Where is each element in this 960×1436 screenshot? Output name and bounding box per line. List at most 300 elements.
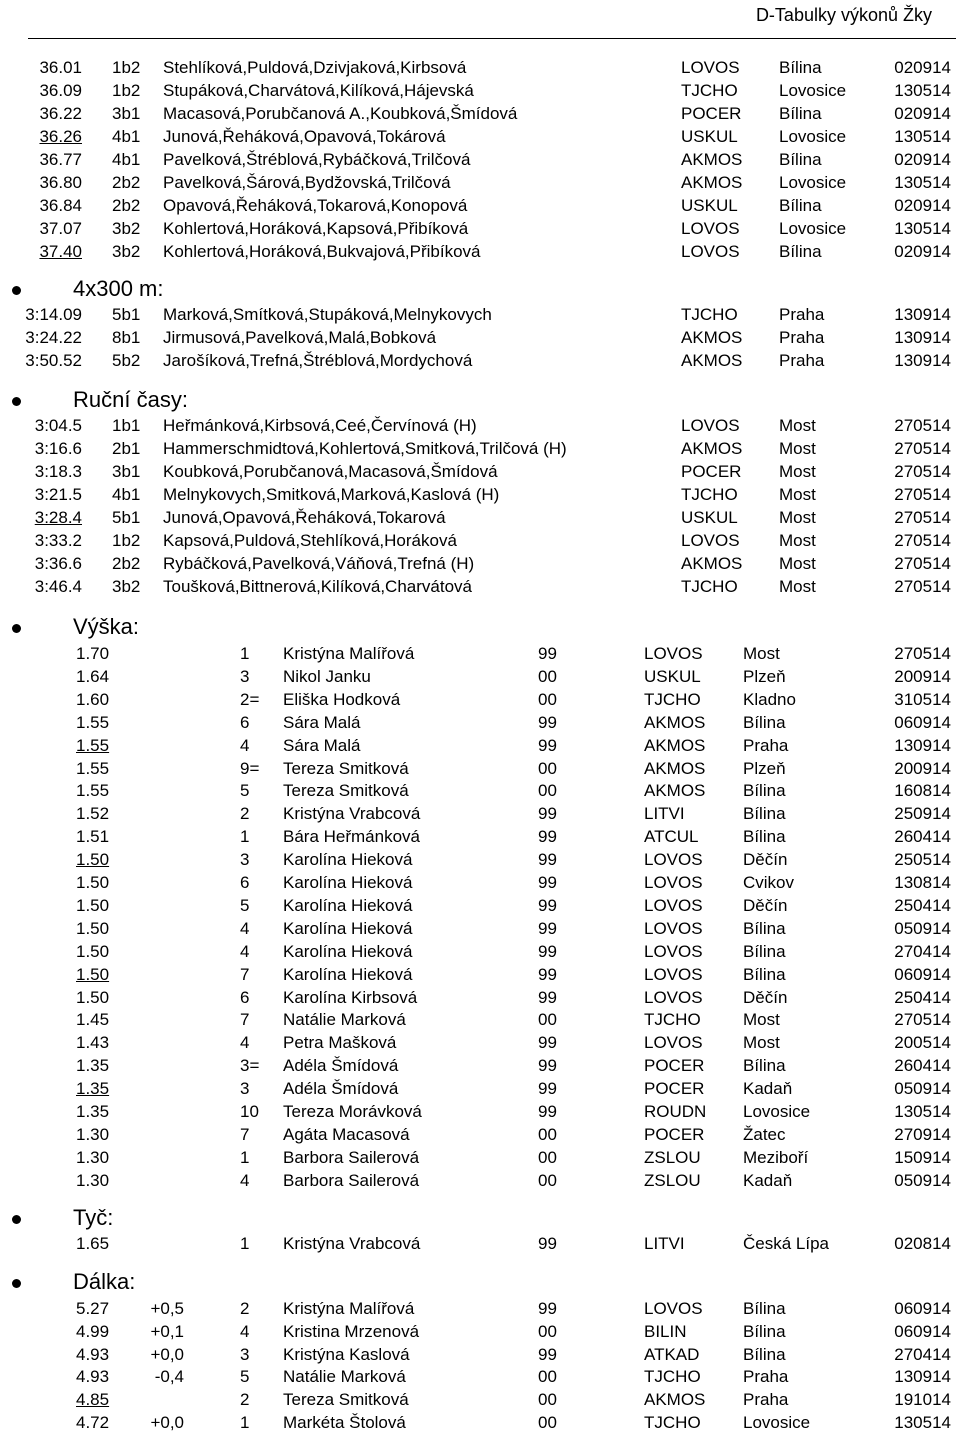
venue: Lovosice: [779, 173, 847, 192]
wind: +0,5: [150, 1299, 184, 1318]
relay-row: [0, 462, 960, 485]
athlete-name: Sára Malá: [283, 735, 361, 755]
athlete-name: Karolína Hieková: [283, 873, 413, 892]
team-members: Koubková,Porubčanová,Macasová,Šmídová: [163, 462, 498, 481]
wind: +0,0: [150, 1413, 184, 1432]
relay-row: [0, 531, 960, 554]
date: 270514: [894, 1010, 951, 1030]
result-row: [0, 873, 960, 896]
rank: 1: [240, 1234, 250, 1253]
result-time: 3:50.52: [25, 351, 82, 370]
date: 260414: [894, 1056, 951, 1076]
birth-year: 99: [538, 1079, 557, 1099]
heat-label: 5b2: [112, 351, 141, 370]
date: 270514: [894, 485, 951, 504]
result-time: 36.84: [39, 196, 82, 215]
date: 270514: [894, 439, 951, 458]
rank: 7: [240, 1010, 250, 1030]
bullet-icon: [12, 1279, 21, 1288]
relay-row: [0, 173, 960, 196]
club-code: AKMOS: [681, 439, 743, 458]
relay-row: [0, 196, 960, 219]
venue: Bílina: [743, 1344, 786, 1364]
date: 191014: [894, 1390, 951, 1410]
venue: Praha: [779, 351, 825, 370]
club-code: TJCHO: [644, 1010, 701, 1030]
heat-label: 4b1: [112, 150, 141, 169]
date: 060914: [894, 1299, 951, 1318]
team-members: Junová,Opavová,Řeháková,Tokarová: [163, 508, 446, 527]
performance: 1.43: [76, 1033, 110, 1053]
athlete-name: Karolína Hieková: [283, 895, 413, 915]
birth-year: 99: [538, 873, 557, 892]
venue: Most: [779, 462, 816, 481]
date: 270414: [894, 941, 951, 961]
relay-row: [0, 104, 960, 127]
venue: Most: [743, 1010, 780, 1030]
venue: Most: [779, 577, 816, 596]
team-members: Kapsová,Puldová,Stehlíková,Horáková: [163, 531, 457, 550]
birth-year: 99: [538, 1344, 557, 1364]
heat-label: 2b2: [112, 196, 141, 215]
venue: Lovosice: [779, 81, 847, 100]
rank: 4: [240, 918, 250, 938]
heat-label: 5b1: [112, 305, 141, 324]
performance: 1.60: [76, 689, 110, 709]
club-code: ZSLOU: [644, 1170, 701, 1190]
performance: 4.99: [76, 1321, 110, 1341]
venue: Praha: [743, 1367, 789, 1387]
venue: Plzeň: [743, 666, 786, 686]
result-row: [0, 690, 960, 713]
heat-label: 3b2: [112, 219, 141, 238]
rank: 2=: [240, 689, 260, 709]
birth-year: 99: [538, 1234, 557, 1253]
result-row: [0, 781, 960, 804]
heat-label: 3b1: [112, 462, 141, 481]
result-time: 36.01: [39, 58, 82, 77]
relay-row: [0, 127, 960, 150]
birth-year: 99: [538, 1299, 557, 1318]
athlete-name: Natálie Marková: [283, 1367, 406, 1387]
performance: 1.35: [76, 1056, 110, 1076]
birth-year: 99: [538, 1033, 557, 1053]
result-row: [0, 942, 960, 965]
venue: Bílina: [743, 827, 786, 847]
venue: Most: [743, 1033, 780, 1053]
venue: Bílina: [779, 104, 822, 123]
result-row: [0, 1234, 960, 1257]
result-time: 3:18.3: [34, 462, 82, 481]
athlete-name: Karolína Hieková: [283, 941, 413, 961]
performance: 1.50: [76, 964, 110, 984]
club-code: BILIN: [644, 1321, 687, 1341]
club-code: USKUL: [681, 127, 738, 146]
venue: Most: [779, 508, 816, 527]
birth-year: 99: [538, 1056, 557, 1076]
club-code: TJCHO: [681, 81, 738, 100]
date: 130514: [894, 127, 951, 146]
venue: Most: [779, 416, 816, 435]
club-code: USKUL: [681, 508, 738, 527]
club-code: AKMOS: [681, 150, 743, 169]
venue: Praha: [743, 1390, 789, 1410]
relay-row: [0, 305, 960, 328]
page-header: D-Tabulky výkonů Žky: [755, 5, 932, 25]
relay-row: [0, 508, 960, 531]
date: 130914: [894, 1367, 951, 1387]
performance: 1.55: [76, 712, 110, 732]
venue: Bílina: [743, 1321, 786, 1341]
athlete-name: Karolína Hieková: [283, 850, 413, 870]
result-row: [0, 1367, 960, 1390]
rank: 1: [240, 644, 250, 663]
venue: Lovosice: [743, 1413, 811, 1432]
result-row: [0, 1125, 960, 1148]
team-members: Toušková,Bittnerová,Kilíková,Charvátová: [163, 577, 472, 596]
venue: Plzeň: [743, 758, 786, 778]
rank: 7: [240, 1124, 250, 1144]
result-row: [0, 919, 960, 942]
club-code: ZSLOU: [644, 1147, 701, 1167]
heat-label: 4b1: [112, 485, 141, 504]
club-code: LOVOS: [681, 58, 740, 77]
section-4x300: [0, 276, 960, 306]
date: 270514: [894, 554, 951, 573]
result-row: [0, 804, 960, 827]
performance: 4.93: [76, 1367, 110, 1387]
club-code: LOVOS: [644, 918, 703, 938]
club-code: LOVOS: [644, 941, 703, 961]
heat-label: 4b1: [112, 127, 141, 146]
relay-row: [0, 577, 960, 600]
birth-year: 00: [538, 1124, 557, 1144]
result-time: 36.26: [39, 127, 82, 146]
venue: Most: [779, 531, 816, 550]
date: 310514: [894, 689, 951, 709]
venue: Česká Lípa: [743, 1234, 829, 1253]
club-code: ATCUL: [644, 827, 699, 847]
venue: Bílina: [779, 242, 822, 261]
result-time: 3:33.2: [34, 531, 82, 550]
athlete-name: Bára Heřmánková: [283, 827, 421, 847]
date: 260414: [894, 827, 951, 847]
performance: 1.55: [76, 758, 110, 778]
performance: 5.27: [76, 1299, 110, 1318]
date: 130914: [894, 735, 951, 755]
club-code: USKUL: [644, 666, 701, 686]
result-row: [0, 667, 960, 690]
date: 020914: [894, 104, 951, 123]
result-row: [0, 850, 960, 873]
date: 020814: [894, 1234, 951, 1253]
date: 250914: [894, 804, 951, 824]
birth-year: 99: [538, 644, 557, 663]
team-members: Kohlertová,Horáková,Kapsová,Přibíková: [163, 219, 469, 238]
rank: 3: [240, 666, 250, 686]
team-members: Stupáková,Charvátová,Kilíková,Hájevská: [163, 81, 474, 100]
heat-label: 5b1: [112, 508, 141, 527]
relay-row: [0, 328, 960, 351]
result-row: [0, 1390, 960, 1413]
team-members: Kohlertová,Horáková,Bukvajová,Přibíková: [163, 242, 481, 261]
athlete-name: Karolína Hieková: [283, 918, 413, 938]
result-row: [0, 1322, 960, 1345]
date: 270914: [894, 1124, 951, 1144]
section-long-jump: [0, 1269, 960, 1299]
result-time: 3:46.4: [34, 577, 82, 596]
heat-label: 3b2: [112, 577, 141, 596]
result-time: 36.80: [39, 173, 82, 192]
performance: 1.50: [76, 941, 110, 961]
rank: 4: [240, 735, 250, 755]
relay-row: [0, 439, 960, 462]
team-members: Jarošíková,Trefná,Štréblová,Mordychová: [163, 351, 473, 370]
wind: +0,0: [150, 1344, 184, 1364]
rank: 4: [240, 1033, 250, 1053]
venue: Bílina: [743, 712, 786, 732]
bullet-icon: [12, 397, 21, 406]
performance: 1.64: [76, 666, 110, 686]
performance: 1.50: [76, 895, 110, 915]
birth-year: 00: [538, 758, 557, 778]
athlete-name: Markéta Štolová: [283, 1413, 406, 1432]
birth-year: 00: [538, 781, 557, 801]
performance: 1.35: [76, 1102, 110, 1121]
team-members: Macasová,Porubčanová A.,Koubková,Šmídová: [163, 104, 518, 123]
athlete-name: Kristýna Malířová: [283, 644, 415, 663]
venue: Lovosice: [743, 1102, 811, 1121]
venue: Bílina: [743, 1056, 786, 1076]
section-title: Výška:: [73, 614, 140, 639]
birth-year: 99: [538, 918, 557, 938]
club-code: LITVI: [644, 1234, 685, 1253]
club-code: LOVOS: [644, 987, 703, 1007]
rank: 5: [240, 895, 250, 915]
result-row: [0, 1033, 960, 1056]
venue: Most: [779, 439, 816, 458]
venue: Meziboří: [743, 1147, 809, 1167]
result-row: [0, 1413, 960, 1436]
date: 060914: [894, 712, 951, 732]
venue: Bílina: [743, 964, 786, 984]
date: 200514: [894, 1033, 951, 1053]
date: 200914: [894, 666, 951, 686]
result-row: [0, 896, 960, 919]
date: 270514: [894, 577, 951, 596]
club-code: AKMOS: [644, 735, 706, 755]
venue: Bílina: [743, 1299, 786, 1318]
result-row: [0, 988, 960, 1011]
result-row: [0, 1079, 960, 1102]
performance: 1.50: [76, 918, 110, 938]
club-code: AKMOS: [681, 351, 743, 370]
club-code: AKMOS: [681, 328, 743, 347]
result-time: 3:14.09: [25, 305, 82, 324]
rank: 10: [240, 1102, 259, 1121]
rank: 2: [240, 804, 250, 824]
date: 130914: [894, 328, 951, 347]
club-code: LOVOS: [644, 1299, 703, 1318]
birth-year: 99: [538, 712, 557, 732]
result-row: [0, 1010, 960, 1033]
rank: 1: [240, 1413, 250, 1432]
team-members: Jirmusová,Pavelková,Malá,Bobková: [163, 328, 437, 347]
performance: 1.55: [76, 735, 110, 755]
date: 160814: [894, 781, 951, 801]
club-code: AKMOS: [644, 758, 706, 778]
rank: 3: [240, 1344, 250, 1364]
club-code: TJCHO: [681, 485, 738, 504]
team-members: Hammerschmidtová,Kohlertová,Smitková,Trilčová (H): [163, 439, 567, 458]
venue: Kladno: [743, 689, 796, 709]
rank: 1: [240, 1147, 250, 1167]
venue: Děčín: [743, 987, 788, 1007]
club-code: POCER: [681, 462, 742, 481]
venue: Bílina: [743, 804, 786, 824]
birth-year: 99: [538, 987, 557, 1007]
result-row: [0, 1171, 960, 1194]
athlete-name: Tereza Morávková: [283, 1102, 422, 1121]
birth-year: 00: [538, 689, 557, 709]
team-members: Opavová,Řeháková,Tokarová,Konopová: [163, 196, 468, 215]
club-code: ATKAD: [644, 1344, 700, 1364]
performance: 1.50: [76, 987, 110, 1007]
birth-year: 99: [538, 1102, 557, 1121]
venue: Lovosice: [779, 127, 847, 146]
athlete-name: Natálie Marková: [283, 1010, 406, 1030]
result-time: 3:04.5: [34, 416, 82, 435]
section-pole-vault: [0, 1205, 960, 1235]
venue: Bílina: [779, 196, 822, 215]
performance: 1.50: [76, 850, 110, 870]
birth-year: 00: [538, 1147, 557, 1167]
athlete-name: Tereza Smitková: [283, 1390, 409, 1410]
heat-label: 2b1: [112, 439, 141, 458]
club-code: LOVOS: [644, 895, 703, 915]
header-divider: [28, 38, 956, 39]
date: 020914: [894, 58, 951, 77]
relay-row: [0, 219, 960, 242]
birth-year: 00: [538, 1413, 557, 1432]
result-time: 36.77: [39, 150, 82, 169]
performance: 1.30: [76, 1147, 110, 1167]
team-members: Marková,Smítková,Stupáková,Melnykovych: [163, 305, 492, 324]
athlete-name: Adéla Šmídová: [283, 1079, 399, 1099]
team-members: Junová,Řeháková,Opavová,Tokárová: [163, 127, 446, 146]
club-code: LOVOS: [644, 1033, 703, 1053]
club-code: LOVOS: [681, 416, 740, 435]
relay-row: [0, 58, 960, 81]
wind: -0,4: [154, 1367, 184, 1387]
heat-label: 2b2: [112, 554, 141, 573]
date: 050914: [894, 1079, 951, 1099]
date: 200914: [894, 758, 951, 778]
date: 130814: [894, 873, 951, 892]
club-code: TJCHO: [644, 1413, 701, 1432]
date: 060914: [894, 1321, 951, 1341]
result-time: 36.09: [39, 81, 82, 100]
team-members: Pavelková,Šárová,Bydžovská,Trilčová: [163, 173, 451, 192]
club-code: AKMOS: [644, 781, 706, 801]
result-row: [0, 713, 960, 736]
result-row: [0, 965, 960, 988]
result-time: 37.40: [39, 242, 82, 261]
performance: 4.85: [76, 1390, 110, 1410]
rank: 6: [240, 712, 250, 732]
heat-label: 8b1: [112, 328, 141, 347]
venue: Praha: [779, 328, 825, 347]
birth-year: 99: [538, 895, 557, 915]
date: 130514: [894, 1413, 951, 1432]
club-code: AKMOS: [644, 1390, 706, 1410]
performance: 1.51: [76, 827, 110, 847]
venue: Most: [743, 644, 780, 663]
date: 050914: [894, 918, 951, 938]
rank: 6: [240, 987, 250, 1007]
team-members: Heřmánková,Kirbsová,Ceé,Červínová (H): [163, 416, 477, 435]
relay-row: [0, 554, 960, 577]
result-time: 3:36.6: [34, 554, 82, 573]
rank: 1: [240, 827, 250, 847]
club-code: LITVI: [644, 804, 685, 824]
performance: 1.50: [76, 873, 110, 892]
date: 270514: [894, 508, 951, 527]
club-code: LOVOS: [681, 242, 740, 261]
athlete-name: Tereza Smitková: [283, 781, 409, 801]
heat-label: 3b2: [112, 242, 141, 261]
venue: Děčín: [743, 850, 788, 870]
result-time: 37.07: [39, 219, 82, 238]
rank: 4: [240, 1321, 250, 1341]
venue: Praha: [779, 305, 825, 324]
venue: Bílina: [779, 150, 822, 169]
wind: +0,1: [150, 1321, 184, 1341]
section-hand-times: [0, 387, 960, 417]
result-row: [0, 1102, 960, 1125]
result-time: 3:16.6: [34, 439, 82, 458]
performance: 1.30: [76, 1170, 110, 1190]
relay-row: [0, 351, 960, 374]
venue: Bílina: [743, 941, 786, 961]
birth-year: 00: [538, 1390, 557, 1410]
date: 060914: [894, 964, 951, 984]
date: 250414: [894, 895, 951, 915]
date: 050914: [894, 1170, 951, 1190]
athlete-name: Petra Mašková: [283, 1033, 397, 1053]
team-members: Melnykovych,Smitková,Marková,Kaslová (H): [163, 485, 500, 504]
birth-year: 99: [538, 735, 557, 755]
athlete-name: Kristýna Vrabcová: [283, 804, 421, 824]
venue: Děčín: [743, 895, 788, 915]
result-time: 3:21.5: [34, 485, 82, 504]
bullet-icon: [12, 624, 21, 633]
athlete-name: Sára Malá: [283, 712, 361, 732]
rank: 3: [240, 850, 250, 870]
rank: 6: [240, 873, 250, 892]
date: 250514: [894, 850, 951, 870]
club-code: POCER: [644, 1056, 705, 1076]
date: 020914: [894, 150, 951, 169]
rank: 7: [240, 964, 250, 984]
date: 130514: [894, 1102, 951, 1121]
club-code: TJCHO: [644, 689, 701, 709]
date: 150914: [894, 1147, 951, 1167]
result-row: [0, 827, 960, 850]
rank: 5: [240, 1367, 250, 1387]
date: 130914: [894, 305, 951, 324]
result-row: [0, 759, 960, 782]
